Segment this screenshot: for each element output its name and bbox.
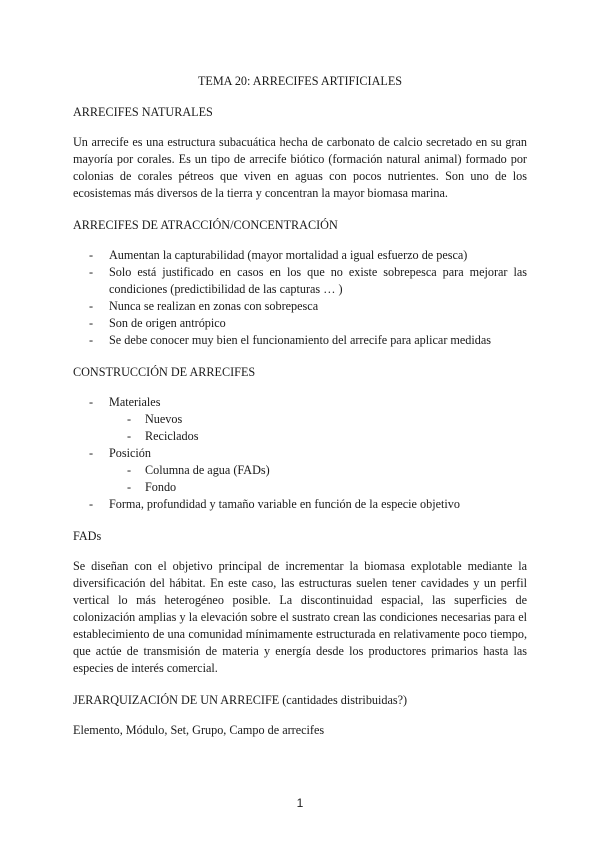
page-number: 1 bbox=[296, 796, 304, 810]
list-item: - Aumentan la capturabilidad (mayor mortalidad a igual esfuerzo de pesca) bbox=[73, 247, 527, 264]
list-item: - Son de origen antrópico bbox=[73, 315, 527, 332]
attraction-list bbox=[73, 247, 527, 349]
materials-sublist bbox=[109, 411, 527, 445]
position-label: Posición bbox=[109, 446, 151, 460]
position-sublist bbox=[109, 462, 527, 496]
paragraph-fads: Se diseñan con el objetivo principal de incrementar la biomasa explotable mediante la diversificación del hábitat. En este caso, las estructuras suelen tener cavidades y un perfil vertical lo más heterogéneo posible. La discontinuidad espacial, las superficies de colonización amplias y la elevación sobre el sustrato crean las condiciones necesarias para el establecimiento de una comunidad mínimamente estructurada en relativamente poco tiempo, que actúe de transmisión de materia y energía desde los productores primarios hasta las especies de interés comercial. bbox=[73, 559, 527, 675]
section-heading-attraction: ARRECIFES DE ATRACCIÓN/CONCENTRACIÓN bbox=[73, 218, 338, 232]
paragraph-natural: Un arrecife es una estructura subacuática hecha de carbonato de calcio secretado en su gran mayoría por corales. Es un tipo de arrecife biótico (formación natural animal) formado por colonias de corales pétreos que viven en aguas con pocos nutrientes. Son uno de los ecosistemas más diversos de la tierra y concentran la mayor biomasa marina. bbox=[73, 135, 527, 200]
materials-label: Materiales bbox=[109, 395, 161, 409]
sublist-item: - Fondo bbox=[109, 479, 527, 496]
section-heading-construction: CONSTRUCCIÓN DE ARRECIFES bbox=[73, 365, 256, 379]
list-item-materials bbox=[73, 394, 527, 445]
sublist-item: - Nuevos bbox=[109, 411, 527, 428]
section-heading-natural: ARRECIFES NATURALES bbox=[73, 105, 213, 119]
construction-list bbox=[73, 394, 527, 513]
list-item: - Se debe conocer muy bien el funcionamiento del arrecife para aplicar medidas bbox=[73, 332, 527, 349]
list-item-position bbox=[73, 445, 527, 496]
list-item: - Nunca se realizan en zonas con sobrepesca bbox=[73, 298, 527, 315]
list-item-form: - Forma, profundidad y tamaño variable en función de la especie objetivo bbox=[73, 496, 527, 513]
section-heading-hierarchy: JERARQUIZACIÓN DE UN ARRECIFE (cantidades distribuidas?) bbox=[73, 693, 408, 707]
hierarchy-line: Elemento, Módulo, Set, Grupo, Campo de arrecifes bbox=[73, 723, 325, 737]
page-content bbox=[73, 73, 527, 754]
sublist-item: - Columna de agua (FADs) bbox=[109, 462, 527, 479]
list-item: - Solo está justificado en casos en los que no existe sobrepesca para mejorar las condiciones (predictibilidad de las capturas … ) bbox=[73, 264, 527, 298]
sublist-item: - Reciclados bbox=[109, 428, 527, 445]
section-heading-fads: FADs bbox=[73, 529, 102, 543]
document-title: TEMA 20: ARRECIFES ARTIFICIALES bbox=[197, 74, 403, 88]
